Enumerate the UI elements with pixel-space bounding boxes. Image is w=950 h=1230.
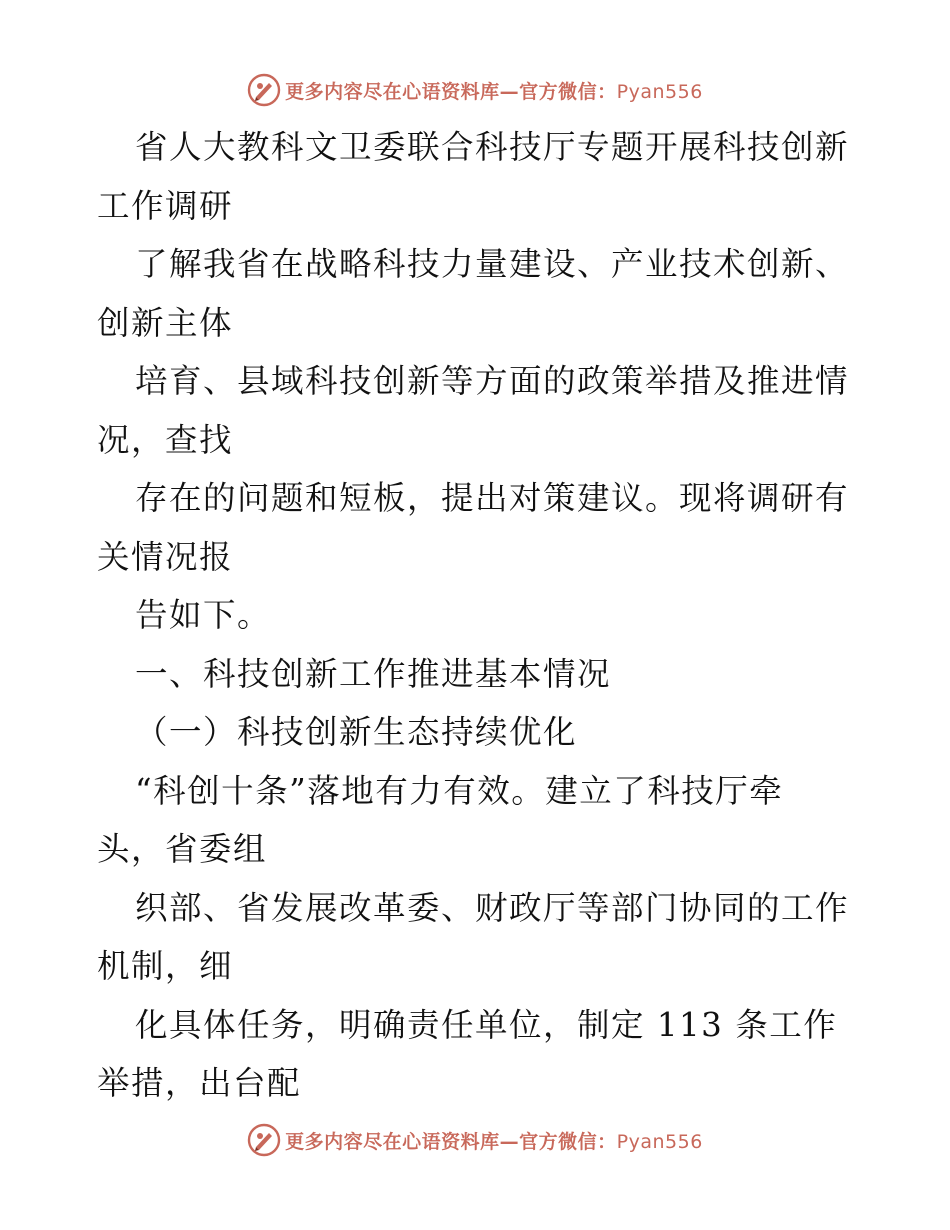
paragraph-line: 况，查找: [97, 420, 234, 459]
paragraph-line: 告如下。: [135, 596, 272, 634]
watermark-text: 更多内容尽在心语资料库—官方微信：Pyan556: [285, 80, 703, 103]
paragraph-line: 关情况报: [97, 537, 234, 576]
paragraph-line: 头，省委组: [97, 830, 268, 868]
paragraph-line: 织部、省发展改革委、财政厅等部门协同的工作: [135, 888, 850, 927]
watermark-text: 更多内容尽在心语资料库—官方微信：Pyan556: [285, 1130, 703, 1153]
subsection-heading: （一）科技创新生态持续优化: [135, 713, 578, 751]
watermark-header: [0, 70, 950, 110]
document-body: [97, 118, 857, 1113]
paragraph-line: “科创十条”落地有力有效。建立了科技厅牵: [135, 771, 784, 810]
paragraph-line: 机制，细: [97, 947, 234, 985]
paragraph-line: 存在的问题和短板，提出对策建议。现将调研有: [135, 479, 850, 517]
pen-logo-icon: [247, 73, 281, 107]
paragraph-line: 了解我省在战略科技力量建设、产业技术创新、: [135, 245, 850, 283]
paragraph-line: 省人大教科文卫委联合科技厅专题开展科技创新: [135, 128, 850, 166]
paragraph-line: 举措，出台配: [97, 1064, 302, 1102]
watermark-footer: [0, 1120, 950, 1160]
paragraph-line: 工作调研: [97, 186, 234, 225]
paragraph-line: 创新主体: [97, 303, 234, 342]
pen-logo-icon: [247, 1123, 281, 1157]
section-heading: 一、科技创新工作推进基本情况: [135, 654, 612, 693]
paragraph-line: 化具体任务，明确责任单位，制定 113 条工作: [135, 1005, 838, 1044]
paragraph-line: 培育、县域科技创新等方面的政策举措及推进情: [135, 362, 850, 400]
